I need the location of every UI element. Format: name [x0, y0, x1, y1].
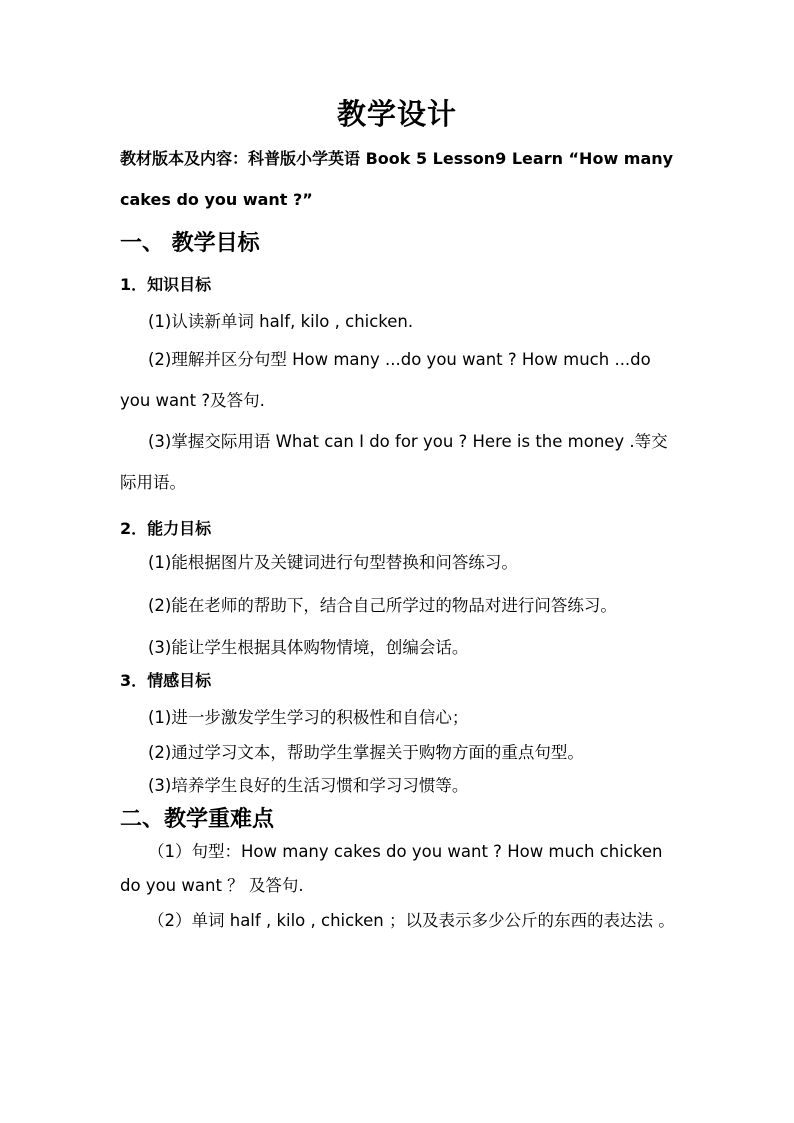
- ability-item-2: (2)能在老师的帮助下，结合自己所学过的物品对进行问答练习。: [148, 596, 617, 615]
- emotion-item-3: (3)培养学生良好的生活习惯和学习习惯等。: [148, 776, 469, 795]
- section-heading-key-points: 二、教学重难点: [120, 807, 275, 832]
- subheading-emotion: 3．情感目标: [120, 671, 212, 690]
- key-point-2: （2）单词 half , kilo , chicken ；以及表示多少公斤的东西的表达法 。: [148, 911, 675, 930]
- key-point-1: （1）句型：How many cakes do you want ? How much chicken do you want ？ 及答句.: [120, 842, 663, 895]
- textbook-info: 教材版本及内容：科普版小学英语 Book 5 Lesson9 Learn “How many cakes do you want ?”: [120, 149, 674, 209]
- section-heading-objectives: 一、 教学目标: [120, 231, 260, 256]
- page-title: 教学设计: [336, 97, 457, 131]
- emotion-item-1: (1)进一步激发学生学习的积极性和自信心；: [148, 708, 469, 727]
- knowledge-item-3: (3)掌握交际用语 What can I do for you ? Here is the money .等交际用语。: [120, 432, 668, 492]
- knowledge-item-2: (2)理解并区分句型 How many ...do you want ? How much ...do you want ?及答句.: [120, 350, 651, 410]
- emotion-item-2: (2)通过学习文本，帮助学生掌握关于购物方面的重点句型。: [148, 743, 584, 762]
- knowledge-item-1: (1)认读新单词 half, kilo , chicken.: [148, 312, 414, 331]
- ability-item-1: (1)能根据图片及关键词进行句型替换和问答练习。: [148, 553, 518, 572]
- subheading-ability: 2．能力目标: [120, 519, 212, 538]
- ability-item-3: (3)能让学生根据具体购物情境，创编会话。: [148, 638, 469, 657]
- subheading-knowledge: 1．知识目标: [120, 275, 212, 294]
